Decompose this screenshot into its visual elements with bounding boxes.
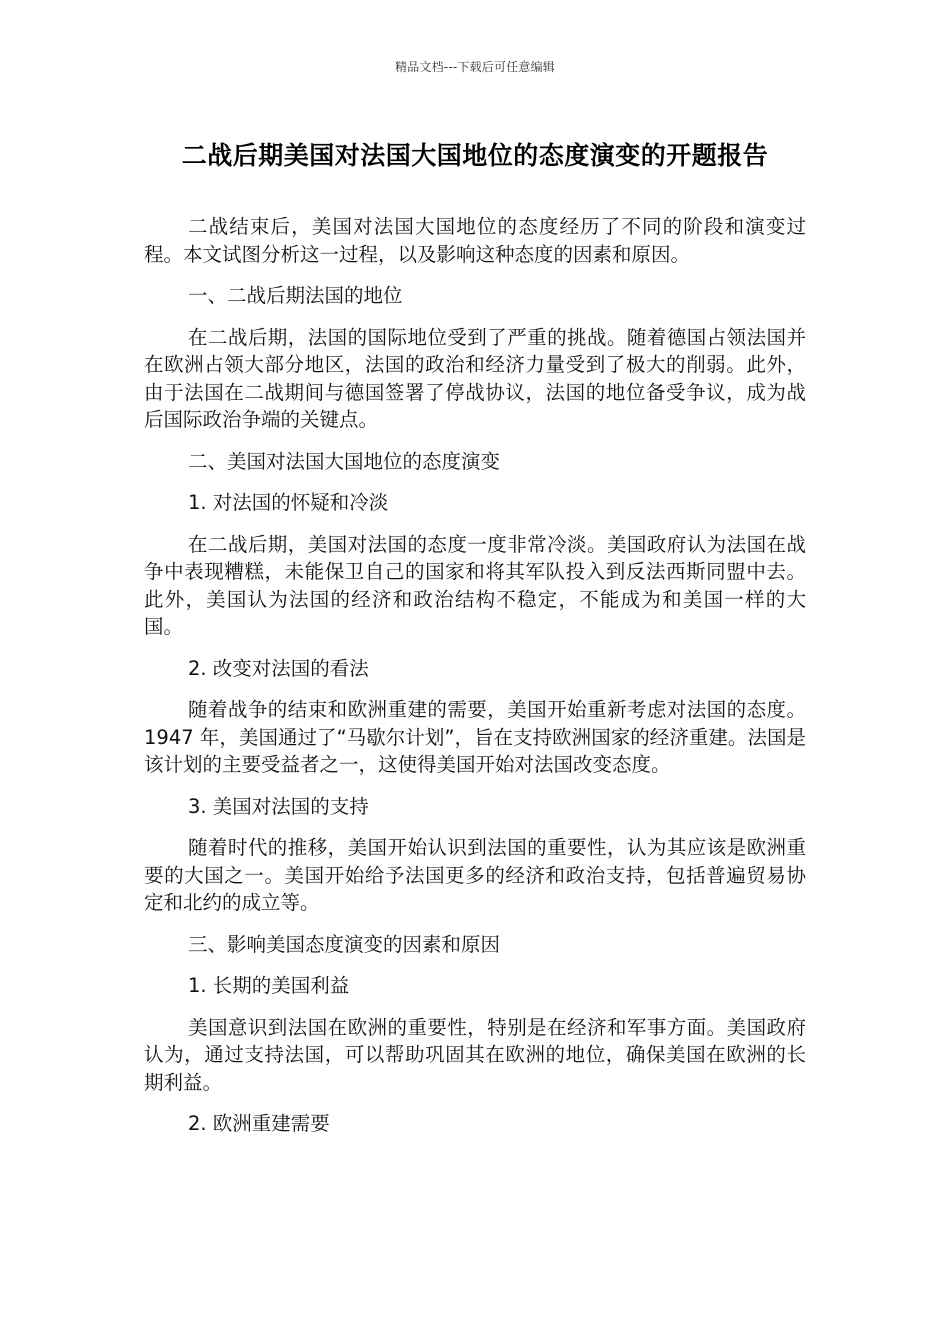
section-heading-3: 三、影响美国态度演变的因素和原因 <box>188 932 501 956</box>
document-body <box>144 213 806 1152</box>
paragraph-intro: 二战结束后，美国对法国大国地位的态度经历了不同的阶段和演变过程。本文试图分析这一过程，以及影响这种态度的因素和原因。 <box>144 215 806 266</box>
paragraph: 在二战后期，美国对法国的态度一度非常冷淡。美国政府认为法国在战争中表现糟糕，未能保卫自己的国家和将其军队投入到反法西斯同盟中去。此外，美国认为法国的经济和政治结构不稳定，不能成为和美国一样的大国。 <box>144 532 806 638</box>
paragraph: 美国意识到法国在欧洲的重要性，特别是在经济和军事方面。美国政府认为，通过支持法国，可以帮助巩固其在欧洲的地位，确保美国在欧洲的长期利益。 <box>144 1015 806 1094</box>
section-heading-2: 二、美国对法国大国地位的态度演变 <box>188 449 501 473</box>
document-title: 二战后期美国对法国大国地位的态度演变的开题报告 <box>181 141 769 170</box>
subsection-heading: 3. 美国对法国的支持 <box>188 794 369 818</box>
header-note: 精品文档---下载后可任意编辑 <box>395 60 555 74</box>
subsection-heading: 2. 欧洲重建需要 <box>188 1112 330 1135</box>
subsection-heading: 2. 改变对法国的看法 <box>188 656 369 680</box>
paragraph: 在二战后期，法国的国际地位受到了严重的挑战。随着德国占领法国并在欧洲占领大部分地区，法国的政治和经济力量受到了极大的削弱。此外，由于法国在二战期间与德国签署了停战协议，法国的地位备受争议，成为战后国际政治争端的关键点。 <box>144 325 806 431</box>
subsection-heading: 1. 长期的美国利益 <box>188 974 350 997</box>
subsection-heading: 1. 对法国的怀疑和冷淡 <box>188 491 389 514</box>
paragraph: 随着战争的结束和欧洲重建的需要，美国开始重新考虑对法国的态度。1947 年，美国通过了“马歇尔计划”，旨在支持欧洲国家的经济重建。法国是该计划的主要受益者之一，这使得美国开始对法国改变态度。 <box>144 698 806 776</box>
paragraph: 随着时代的推移，美国开始认识到法国的重要性，认为其应该是欧洲重要的大国之一。美国开始给予法国更多的经济和政治支持，包括普遍贸易协定和北约的成立等。 <box>144 836 806 914</box>
section-heading-1: 一、二战后期法国的地位 <box>188 284 403 307</box>
